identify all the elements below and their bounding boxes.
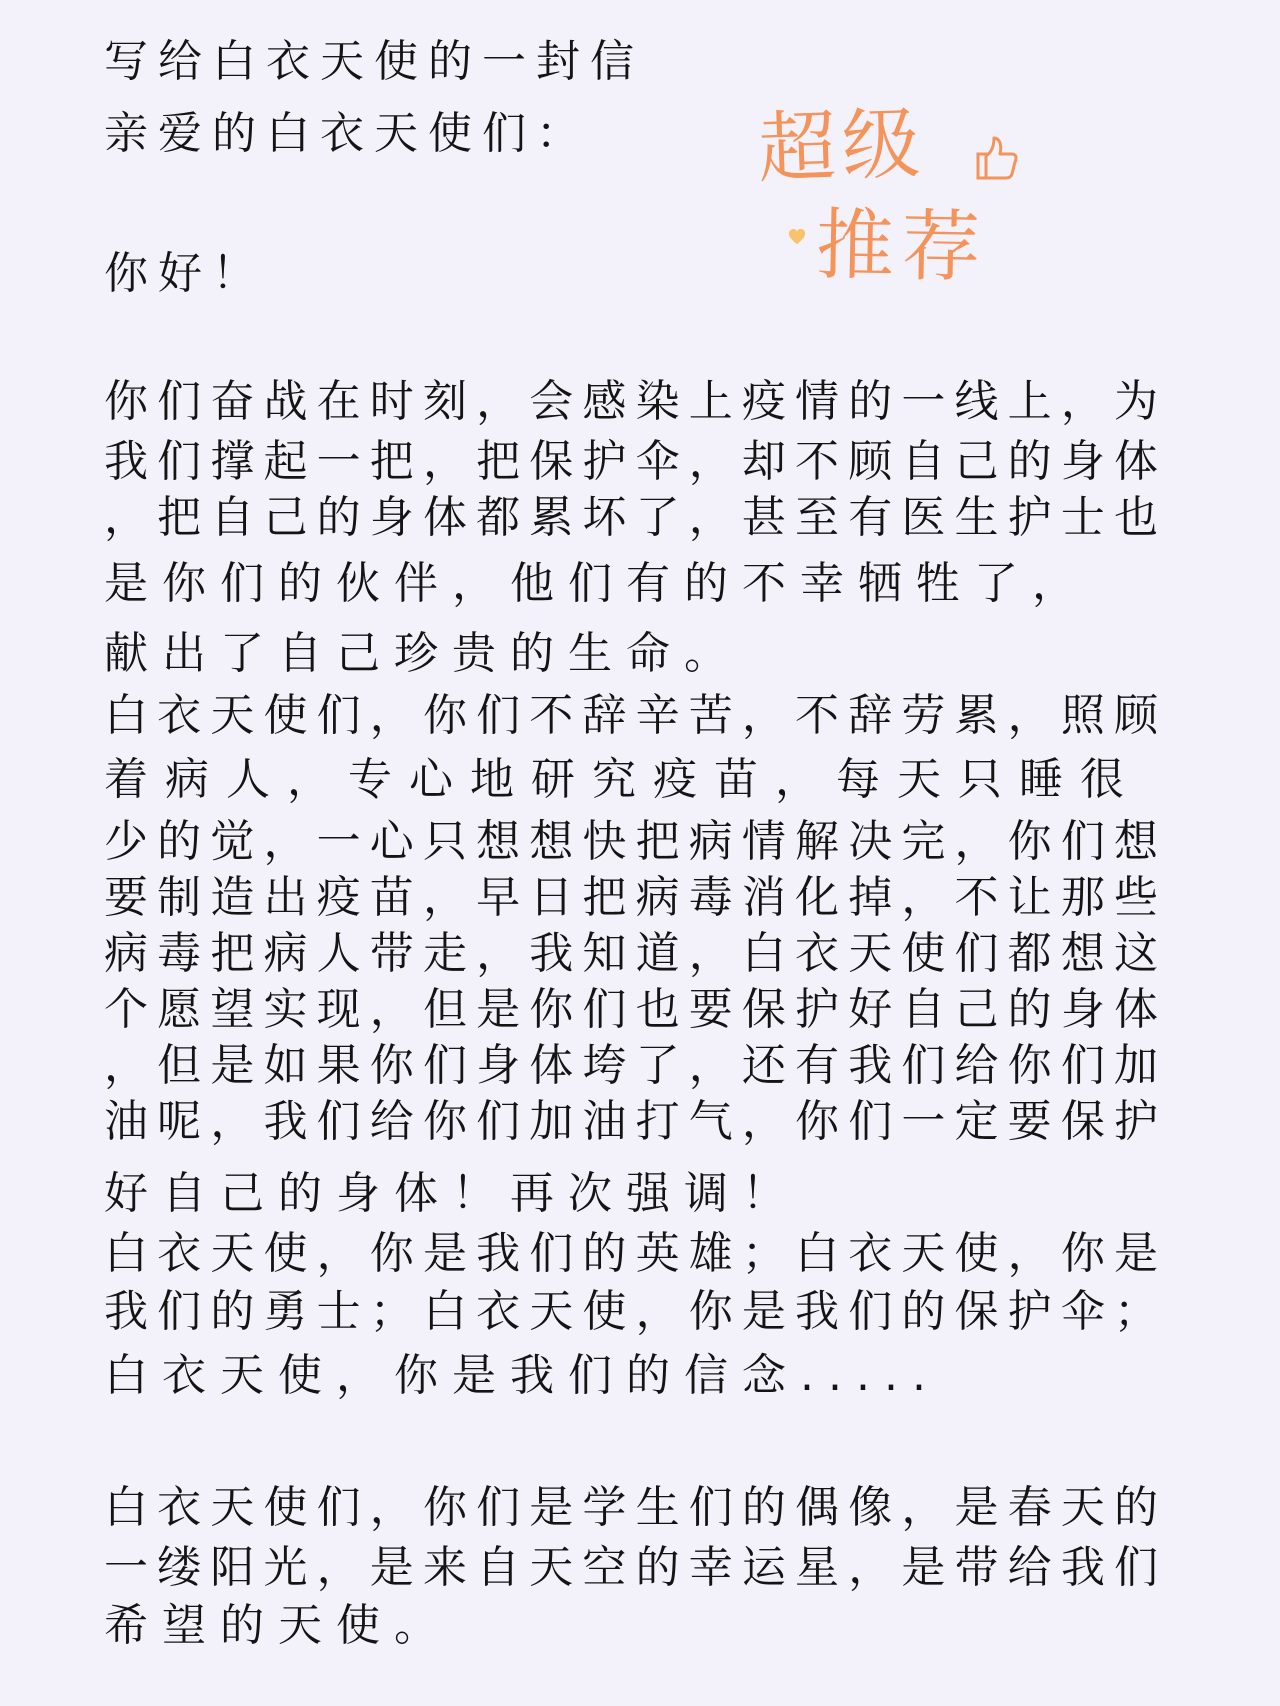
letter-line: 着病人，专心地研究疫苗，每天只睡很 [104,754,1141,805]
letter-line: 油呢，我们给你们加油打气，你们一定要保护 [104,1096,1158,1147]
letter-line: 好自己的身体！再次强调！ [104,1168,800,1219]
heart-icon [788,228,806,246]
recommend-sticker [740,99,1040,318]
letter-line: 白衣天使们，你们不辞辛苦，不辞劳累，照顾 [104,690,1158,741]
letter-line: 白衣天使，你是我们的信念..... [104,1350,940,1401]
letter-line: ，把自己的身体都累坏了，甚至有医生护士也 [104,492,1158,543]
letter-line: 病毒把病人带走，我知道，白衣天使们都想这 [104,928,1158,979]
letter-line: ，但是如果你们身体垮了，还有我们给你们加 [104,1040,1158,1091]
letter-line: 我们的勇士；白衣天使，你是我们的保护伞； [104,1286,1158,1337]
letter-greeting: 你好！ [104,248,266,299]
letter-line: 你们奋战在时刻，会感染上疫情的一线上，为 [104,376,1158,427]
letter-line: 要制造出疫苗，早日把病毒消化掉，不让那些 [104,872,1158,923]
letter-line: 个愿望实现，但是你们也要保护好自己的身体 [104,984,1158,1035]
letter-salutation: 亲爱的白衣天使们： [104,108,590,159]
letter-line: 白衣天使，你是我们的英雄；白衣天使，你是 [104,1228,1158,1279]
letter-line: 希望的天使。 [104,1600,452,1651]
thumbs-up-icon [972,132,1018,182]
letter-line: 献出了自己珍贵的生命。 [104,628,742,679]
letter-line: 是你们的伙伴，他们有的不幸牺牲了， [104,558,1090,609]
letter-line: 白衣天使们，你们是学生们的偶像，是春天的 [104,1482,1158,1533]
letter-title: 写给白衣天使的一封信 [104,36,644,87]
sticker-text-top: 超级 [756,99,928,195]
letter-line: 一缕阳光，是来自天空的幸运星，是带给我们 [104,1542,1158,1593]
letter-line: 少的觉，一心只想想快把病情解决完，你们想 [104,816,1158,867]
letter-line: 我们撑起一把，把保护伞，却不顾自己的身体 [104,436,1158,487]
sticker-text-bottom: 推荐 [815,200,989,294]
